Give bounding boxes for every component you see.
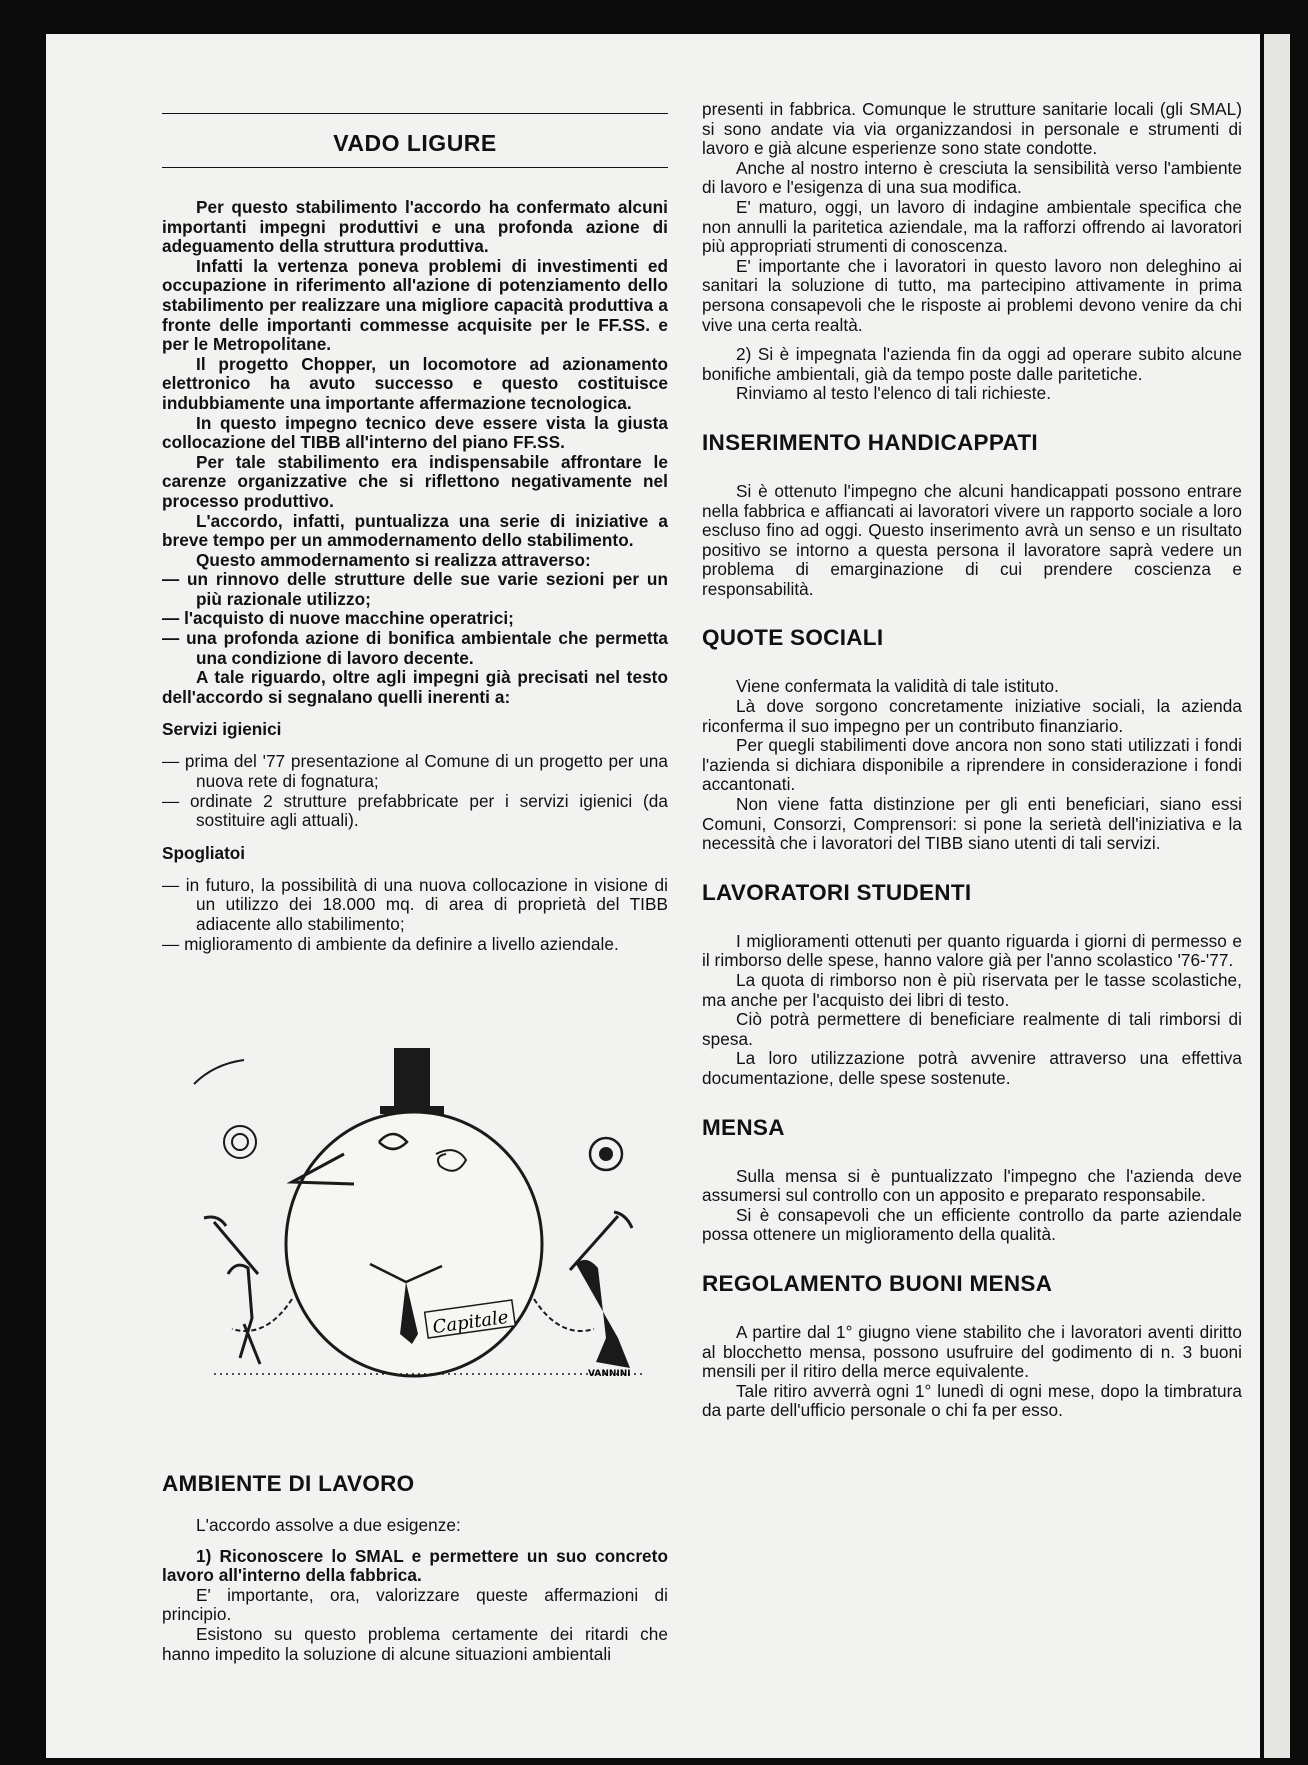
cartoonist-signature: VANNINI <box>588 1369 631 1379</box>
capitale-cartoon-illustration <box>174 1044 674 1384</box>
buoni-heading: REGOLAMENTO BUONI MENSA <box>702 1270 1053 1296</box>
paragraph: A partire dal 1° giugno viene stabilito che i lavoratori aventi diritto al blocchetto mensa, possono usufruire del godimento di n. 3 buoni mensili per il ritiro della merce equivalente. <box>702 1321 1242 1382</box>
paragraph: Questo ammodernamento si realizza attraverso: <box>196 549 591 570</box>
ambiente-section <box>162 1471 668 1664</box>
paragraph: Si è ottenuto l'impegno che alcuni handicappati possono entrare nella fabbrica e affiancati ai lavoratori vivere un rapporto sociale a loro escluso fino ad oggi. Questo inserimento avrà un senso e un risultato positivo se intorno a questa persona il lavoratore saprà vedere un problema di emarginazione di cui prendere coscienza e responsabilità. <box>702 480 1242 599</box>
paragraph: Si è consapevoli che un efficiente controllo da parte aziendale possa ottenere un miglioramento della qualità. <box>702 1204 1242 1245</box>
list-item: — un rinnovo delle strutture delle sue varie sezioni per un più razionale utilizzo; <box>162 569 668 609</box>
paragraph: Non viene fatta distinzione per gli enti beneficiari, siano essi Comuni, Consorzi, Comprensori: si pone la serietà dell'iniziativa e la necessità che i lavoratori del TIBB siano utenti di tali servizi. <box>702 794 1242 854</box>
top-hat <box>394 1048 430 1110</box>
paragraph: Infatti la vertenza poneva problemi di investimenti ed occupazione in riferimento all'azione di potenziamento dello stabilimento per realizzare una migliore capacità produttiva a fronte delle importanti commesse acquisite per le FF.SS. e per le Metropolitane. <box>162 255 668 355</box>
paragraph: Il progetto Chopper, un locomotore ad azionamento elettronico ha avuto successo e questo costituisce indubbiamente una importante affermazione tecnologica. <box>162 353 668 413</box>
spogliatoi-heading: Spogliatoi <box>162 842 246 863</box>
paragraph: Là dove sorgono concretamente iniziative sociali, la azienda riconferma il suo impegno per un contributo finanziario. <box>702 696 1242 736</box>
paragraph: 2) Si è impegnata l'azienda fin da oggi ad operare subito alcune bonifiche ambientali, già da tempo poste dalle paritetiche. <box>702 344 1242 384</box>
paragraph: In questo impegno tecnico deve essere vista la giusta collocazione del TIBB all'interno del piano FF.SS. <box>162 412 668 453</box>
paragraph: La quota di rimborso non è più riservata per le tasse scolastiche, ma anche per l'acquisto dei libri di testo. <box>702 970 1242 1010</box>
list-item: — una profonda azione di bonifica ambientale che permetta una condizione di lavoro decente. <box>162 628 668 668</box>
paragraph: Per tale stabilimento era indispensabile affrontare le carenze organizzative che si riflettono negativamente nel processo produttivo. <box>162 451 668 511</box>
paragraph: E' importante, ora, valorizzare queste affermazioni di principio. <box>162 1584 668 1625</box>
magazine-page <box>46 34 1260 1758</box>
list-item: — l'acquisto di nuove macchine operatrici; <box>162 608 514 629</box>
worker-left <box>228 1265 260 1364</box>
title-rule-top <box>162 113 668 114</box>
paragraph: E' maturo, oggi, un lavoro di indagine ambientale specifica che non annulli la paritetica aziendale, ma la rafforzi offrendo ai lavoratori più appropriati strumenti di conoscenza. <box>702 196 1242 257</box>
paragraph: A tale riguardo, oltre agli impegni già precisati nel testo dell'accordo si segnalano quelli inerenti a: <box>162 667 668 707</box>
worker-right <box>576 1260 630 1368</box>
mensa-heading: MENSA <box>702 1114 785 1140</box>
paragraph: 1) Riconoscere lo SMAL e permettere un suo concreto lavoro all'interno della fabbrica. <box>162 1545 668 1586</box>
title-rule-bottom <box>162 167 668 168</box>
capitale-label: Capitale <box>431 1306 510 1339</box>
paragraph: presenti in fabbrica. Comunque le strutture sanitarie locali (gli SMAL) si sono andate via via organizzandosi in personale e strumenti di lavoro e già alcune esperienze sono state condotte. <box>702 99 1242 159</box>
list-item: — miglioramento di ambiente da definire a livello aziendale. <box>162 933 619 954</box>
list-item: — prima del '77 presentazione al Comune di un progetto per una nuova rete di fognatura; <box>162 751 668 792</box>
servizi-heading: Servizi igienici <box>162 719 282 740</box>
paragraph: I miglioramenti ottenuti per quanto riguarda i giorni di permesso e il rimborso delle spese, hanno valore già per l'anno scolastico '76-'77. <box>702 930 1242 971</box>
paragraph: Esistono su questo problema certamente dei ritardi che hanno impedito la soluzione di alcune situazioni ambientali <box>162 1623 668 1664</box>
pickaxe-right <box>570 1216 618 1270</box>
list-item: — ordinate 2 strutture prefabbricate per i servizi igienici (da sostituire agli attuali). <box>162 790 668 831</box>
page-edge <box>1264 34 1290 1758</box>
paragraph: L'accordo, infatti, puntualizza una serie di iniziative a breve tempo per un ammodernamento dello stabilimento. <box>162 510 668 551</box>
paragraph: Viene confermata la validità di tale istituto. <box>736 676 1059 697</box>
paragraph: Ciò potrà permettere di beneficiare realmente di tali rimborsi di spesa. <box>702 1009 1242 1049</box>
intro-text <box>162 198 668 954</box>
paragraph: Per questo stabilimento l'accordo ha confermato alcuni importanti impegni produttivi e una profonda azione di adeguamento della struttura produttiva. <box>162 197 668 257</box>
continued-text <box>702 100 1242 1421</box>
paragraph: Sulla mensa si è puntualizzato l'impegno che l'azienda deve assumersi sul controllo con un apposito e preparato responsabile. <box>702 1165 1242 1206</box>
list-item: — in futuro, la possibilità di una nuova collocazione in visione di un utilizzo dei 18.000 mq. di area di proprietà del TIBB adiacente allo stabilimento; <box>162 874 668 934</box>
handicappati-heading: INSERIMENTO HANDICAPPATI <box>702 429 1038 455</box>
paragraph: Rinviamo al testo l'elenco di tali richieste. <box>736 383 1052 404</box>
paragraph: Anche al nostro interno è cresciuta la sensibilità verso l'ambiente di lavoro e l'esigenza di una sua modifica. <box>702 157 1242 198</box>
paragraph: Tale ritiro avverrà ogni 1° lunedì di ogni mese, dopo la timbratura da parte dell'ufficio personale o chi fa per esso. <box>702 1380 1242 1421</box>
quote-heading: QUOTE SOCIALI <box>702 625 884 651</box>
paragraph: Per quegli stabilimenti dove ancora non sono stati utilizzati i fondi l'azienda si dichiara disponibile a riprendere in considerazione i fondi accantonati. <box>702 735 1242 795</box>
studenti-heading: LAVORATORI STUDENTI <box>702 879 972 905</box>
chain-left <box>232 1299 292 1331</box>
spiral-left <box>224 1126 256 1158</box>
paragraph: L'accordo assolve a due esigenze: <box>196 1515 461 1535</box>
right-column <box>702 100 1260 1421</box>
ambiente-heading: AMBIENTE DI LAVORO <box>162 1471 415 1496</box>
section-title: VADO LIGURE <box>333 130 497 156</box>
chain-right <box>534 1299 594 1331</box>
paragraph: La loro utilizzazione potrà avvenire attraverso una effettiva documentazione, delle spese sostenute. <box>702 1048 1242 1088</box>
paragraph: E' importante che i lavoratori in questo lavoro non deleghino ai sanitari la soluzione di tutto, ma partecipino attivamente in prima persona consapevoli che le risposte ai problemi devono venire da chi vive una certa realtà. <box>702 255 1242 335</box>
